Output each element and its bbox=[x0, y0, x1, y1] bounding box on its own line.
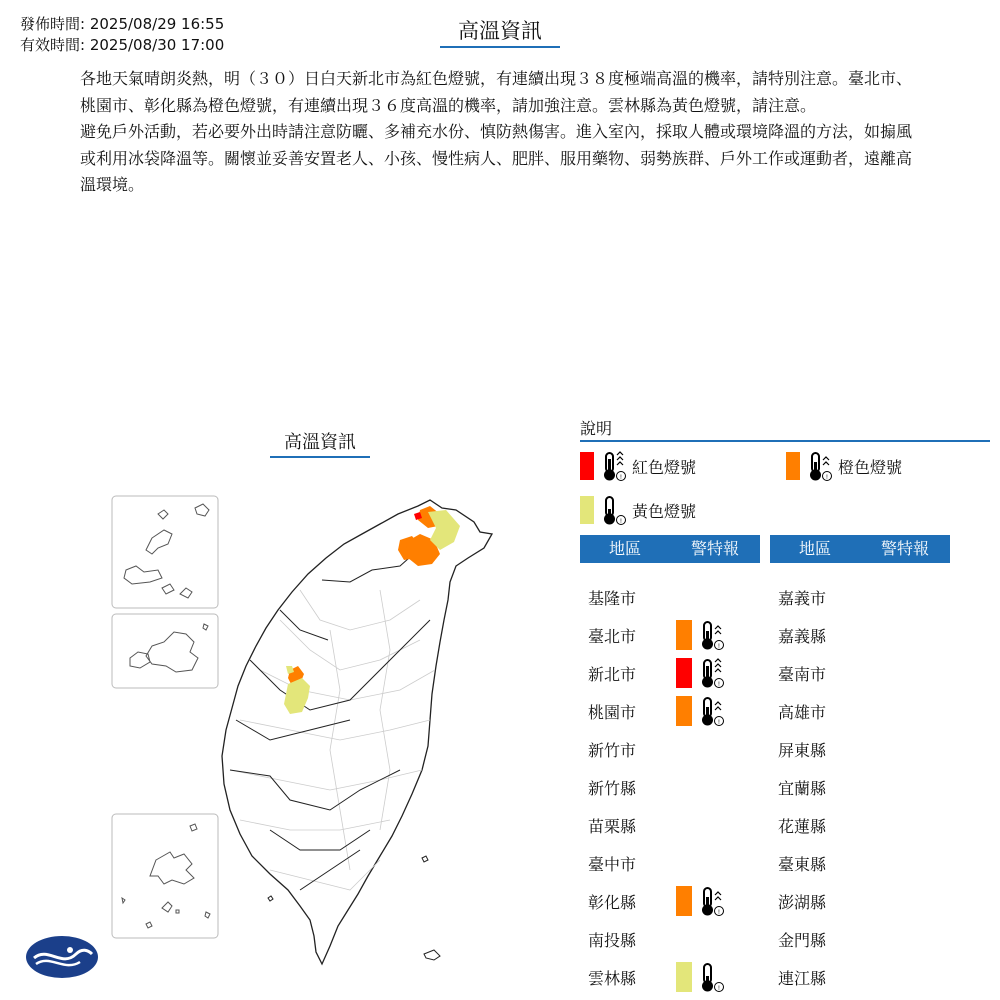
svg-text:!: ! bbox=[718, 986, 720, 992]
region-name: 嘉義縣 bbox=[778, 626, 827, 646]
orange-swatch bbox=[786, 452, 800, 480]
orange-level-swatch bbox=[676, 886, 692, 916]
region-name: 臺南市 bbox=[778, 664, 827, 684]
thermometer-icon bbox=[600, 450, 628, 482]
map-title: 高溫資訊 bbox=[270, 430, 370, 458]
region-row bbox=[580, 578, 726, 616]
region-name: 金門縣 bbox=[778, 930, 827, 950]
region-list-right bbox=[770, 578, 866, 996]
header-region: 地區 bbox=[798, 539, 831, 558]
legend-yellow bbox=[580, 494, 696, 526]
legend-yellow-label: 黃色燈號 bbox=[632, 501, 697, 521]
region-row bbox=[770, 654, 866, 692]
valid-time: 有效時間: 2025/08/30 17:00 bbox=[20, 36, 225, 54]
region-name: 宜蘭縣 bbox=[778, 778, 827, 798]
header-alert: 警特報 bbox=[880, 539, 929, 558]
svg-text:!: ! bbox=[718, 644, 720, 650]
region-name: 彰化縣 bbox=[588, 892, 637, 912]
region-row bbox=[580, 692, 726, 730]
region-row bbox=[580, 920, 726, 958]
region-row bbox=[580, 654, 726, 692]
region-name: 新竹縣 bbox=[588, 778, 637, 798]
publish-meta bbox=[20, 14, 224, 56]
orange-level-swatch bbox=[676, 696, 692, 726]
region-name: 屏東縣 bbox=[778, 740, 827, 760]
legend-orange-label: 橙色燈號 bbox=[838, 457, 903, 477]
region-row bbox=[770, 578, 866, 616]
thermometer-icon bbox=[698, 695, 726, 727]
svg-text:!: ! bbox=[718, 682, 720, 688]
region-name: 新北市 bbox=[588, 664, 637, 684]
region-name: 桃園市 bbox=[588, 702, 637, 722]
region-name: 連江縣 bbox=[778, 968, 827, 988]
region-name: 臺東縣 bbox=[778, 854, 827, 874]
region-name: 澎湖縣 bbox=[778, 892, 827, 912]
red-level-swatch bbox=[676, 658, 692, 688]
svg-text:!: ! bbox=[718, 910, 720, 916]
header-region: 地區 bbox=[608, 539, 641, 558]
region-row bbox=[580, 616, 726, 654]
thermometer-icon bbox=[698, 657, 726, 689]
table-header-left bbox=[580, 535, 760, 563]
legend-heading: 說明 bbox=[580, 418, 990, 442]
taiwan-main-island bbox=[222, 500, 492, 964]
region-name: 嘉義市 bbox=[778, 588, 827, 608]
region-row bbox=[580, 730, 726, 768]
region-row bbox=[580, 882, 726, 920]
region-name: 花蓮縣 bbox=[778, 816, 827, 836]
thermometer-icon bbox=[698, 961, 726, 993]
page-title: 高溫資訊 bbox=[440, 16, 560, 48]
orange-level-swatch bbox=[676, 620, 692, 650]
region-row bbox=[770, 958, 866, 996]
thermometer-icon bbox=[698, 619, 726, 651]
region-name: 基隆市 bbox=[588, 588, 637, 608]
thermometer-icon bbox=[600, 494, 628, 526]
region-row bbox=[770, 768, 866, 806]
region-name: 高雄市 bbox=[778, 702, 827, 722]
description-paragraph: 各地天氣晴朗炎熱，明（３０）日白天新北市為紅色燈號，有連續出現３８度極端高溫的機率，請特別注意。臺北市、桃園市、彰化縣為橙色燈號，有連續出現３６度高溫的機率，請加強注意。雲林縣為黃色燈號，請注意。 bbox=[80, 69, 913, 115]
svg-text:!: ! bbox=[718, 720, 720, 726]
region-row bbox=[770, 616, 866, 654]
description-paragraph: 避免戶外活動，若必要外出時請注意防曬、多補充水份、慎防熱傷害。進入室內，採取人體或環境降溫的方法，如搧風或利用冰袋降溫等。關懷並妥善安置老人、小孩、慢性病人、肥胖、服用藥物、弱勢族群、戶外工作或運動者，遠離高溫環境。 bbox=[80, 122, 913, 194]
penghu-inset bbox=[112, 496, 218, 938]
region-name: 南投縣 bbox=[588, 930, 637, 950]
region-name: 雲林縣 bbox=[588, 968, 637, 988]
region-row bbox=[770, 844, 866, 882]
cwa-logo-icon bbox=[26, 936, 98, 978]
yellow-level-swatch bbox=[676, 962, 692, 992]
legend-orange bbox=[786, 450, 902, 482]
region-row bbox=[580, 806, 726, 844]
thermometer-icon bbox=[698, 885, 726, 917]
taiwan-map bbox=[100, 470, 520, 990]
region-row bbox=[580, 768, 726, 806]
region-row bbox=[770, 692, 866, 730]
region-row bbox=[770, 806, 866, 844]
svg-text:!: ! bbox=[620, 519, 622, 525]
region-name: 新竹市 bbox=[588, 740, 637, 760]
region-row bbox=[580, 844, 726, 882]
description bbox=[80, 66, 920, 199]
svg-text:!: ! bbox=[826, 475, 828, 481]
region-name: 臺中市 bbox=[588, 854, 637, 874]
table-header-right bbox=[770, 535, 950, 563]
thermometer-icon bbox=[806, 450, 834, 482]
region-row bbox=[770, 730, 866, 768]
svg-text:!: ! bbox=[620, 475, 622, 481]
legend-red bbox=[580, 450, 696, 482]
header-alert: 警特報 bbox=[690, 539, 739, 558]
red-swatch bbox=[580, 452, 594, 480]
region-row bbox=[770, 920, 866, 958]
region-row bbox=[770, 882, 866, 920]
region-list-left bbox=[580, 578, 726, 996]
region-name: 臺北市 bbox=[588, 626, 637, 646]
region-row bbox=[580, 958, 726, 996]
yellow-swatch bbox=[580, 496, 594, 524]
region-name: 苗栗縣 bbox=[588, 816, 637, 836]
legend-red-label: 紅色燈號 bbox=[632, 457, 697, 477]
issued-time: 發佈時間: 2025/08/29 16:55 bbox=[20, 15, 225, 33]
